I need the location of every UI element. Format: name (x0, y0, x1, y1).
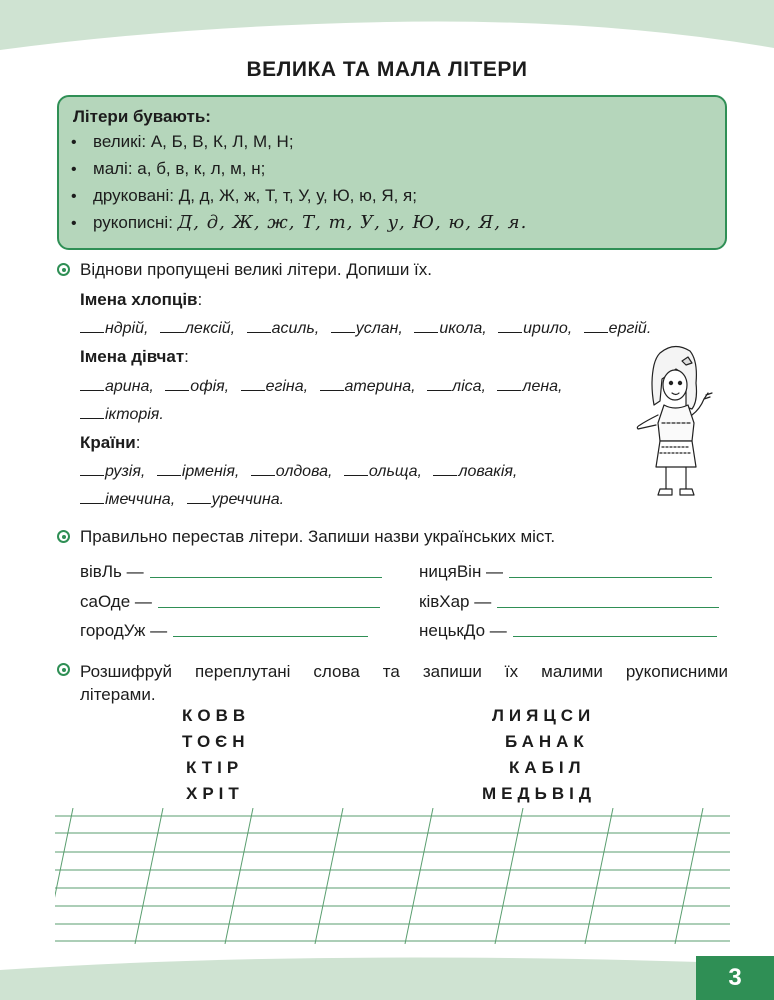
letter-blank[interactable] (80, 318, 104, 333)
instruction-text: Правильно перестав літери. Запиши назви українських міст. (80, 527, 556, 546)
letter-blank[interactable] (344, 461, 368, 476)
anagram-row (419, 621, 717, 641)
bullet-icon: • (71, 134, 77, 151)
anagram-row (80, 592, 380, 612)
countries-heading: Країни: (80, 433, 141, 452)
anagram-row (80, 562, 382, 582)
answer-line[interactable] (513, 635, 717, 637)
handwriting-practice-lines[interactable] (55, 808, 730, 944)
item-label: рукописні: (93, 213, 173, 232)
item-text: а, б, в, к, л, м, н; (137, 159, 266, 178)
item-label: великі: (93, 132, 147, 151)
task-1-instruction (57, 260, 432, 280)
scrambled-word: КАБІЛ (509, 758, 586, 777)
target-icon (57, 263, 70, 276)
boys-names-row: ндрій, лексій, асиль, услан, икола, ирило, ергій. (80, 318, 658, 338)
anagram-word: городУж — (80, 621, 168, 640)
anagram-word: нецькДо — (419, 621, 507, 640)
letter-blank[interactable] (80, 376, 104, 391)
info-box (57, 95, 727, 250)
item-text: Д, д, Ж, ж, Т, т, У, у, Ю, ю, Я, я; (178, 186, 417, 205)
target-icon (57, 663, 70, 676)
letter-blank[interactable] (187, 489, 211, 504)
letter-blank[interactable] (320, 376, 344, 391)
anagram-row (419, 592, 719, 612)
scrambled-word: ТОЄН (182, 732, 250, 751)
anagram-word: саОде — (80, 592, 152, 611)
scrambled-word: МЕДЬВІД (482, 784, 596, 803)
anagram-word: вівЛь — (80, 562, 144, 581)
scrambled-word: БАНАК (505, 732, 589, 751)
bullet-icon: • (71, 161, 77, 178)
page-title: ВЕЛИКА ТА МАЛА ЛІТЕРИ (246, 58, 528, 81)
anagram-word: ківХар — (419, 592, 492, 611)
answer-line[interactable] (509, 576, 712, 578)
list-item (71, 156, 713, 183)
info-list (71, 129, 713, 237)
girls-names-row: арина, офія, егіна, атерина, ліса, лена, (80, 376, 570, 396)
letter-blank[interactable] (80, 489, 104, 504)
item-label: друковані: (93, 186, 174, 205)
boys-heading: Імена хлопців: (80, 290, 203, 309)
countries-row: рузія, ірменія, олдова, ольща, ловакія, (80, 461, 524, 481)
letter-blank[interactable] (247, 318, 271, 333)
info-box-title: Літери бувають: (73, 107, 211, 126)
letter-blank[interactable] (427, 376, 451, 391)
countries-row-2: імеччина, уреччина. (80, 489, 291, 509)
bullet-icon: • (71, 215, 77, 232)
target-icon (57, 530, 70, 543)
answer-line[interactable] (173, 635, 368, 637)
letter-blank[interactable] (165, 376, 189, 391)
instruction-text: Розшифруй переплутані слова та запиши їх малими рукописними (80, 662, 728, 681)
item-text: А, Б, В, К, Л, М, Н; (150, 132, 294, 151)
letter-blank[interactable] (157, 461, 181, 476)
item-label: малі: (93, 159, 133, 178)
letter-blank[interactable] (433, 461, 457, 476)
list-item (71, 210, 713, 237)
girls-names-row-2: ікторія. (80, 404, 171, 424)
handwritten-letters: Д, д, Ж, ж, Т, т, У, у, Ю, ю, Я, я. (177, 212, 528, 233)
letter-blank[interactable] (241, 376, 265, 391)
letter-blank[interactable] (80, 404, 104, 419)
list-item (71, 129, 713, 156)
task-2-instruction (57, 527, 555, 547)
scrambled-word: КТІР (186, 758, 244, 777)
answer-line[interactable] (158, 606, 380, 608)
page-number: 3 (696, 956, 774, 1000)
letter-blank[interactable] (160, 318, 184, 333)
scrambled-word: КОВВ (182, 706, 251, 725)
instruction-text: Віднови пропущені великі літери. Допиши їх. (80, 260, 432, 279)
letter-blank[interactable] (498, 318, 522, 333)
answer-line[interactable] (497, 606, 719, 608)
letter-blank[interactable] (584, 318, 608, 333)
scrambled-word: ЛИЯЦСИ (492, 706, 596, 725)
letter-blank[interactable] (80, 461, 104, 476)
girl-illustration (632, 343, 718, 499)
task-3-instruction (57, 660, 729, 706)
letter-blank[interactable] (251, 461, 275, 476)
instruction-text-continued: літерами. (80, 685, 156, 704)
answer-line[interactable] (150, 576, 382, 578)
letter-blank[interactable] (414, 318, 438, 333)
anagram-word: ницяВін — (419, 562, 504, 581)
letter-blank[interactable] (331, 318, 355, 333)
anagram-row (419, 562, 712, 582)
scrambled-word: ХРІТ (186, 784, 244, 803)
bottom-decorative-band (0, 950, 774, 1000)
girls-heading: Імена дівчат: (80, 347, 189, 366)
anagram-row (80, 621, 368, 641)
list-item (71, 183, 713, 210)
bullet-icon: • (71, 188, 77, 205)
letter-blank[interactable] (497, 376, 521, 391)
